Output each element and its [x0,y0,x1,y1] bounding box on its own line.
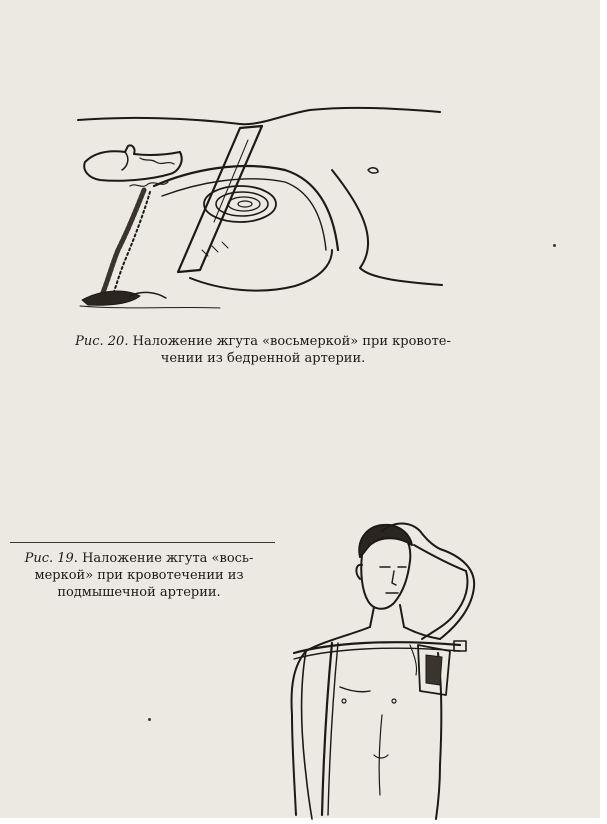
figure-19-illustration [270,515,480,820]
page-margin-right [600,0,607,824]
figure-20-caption-line1: Наложение жгута «восьмеркой» при кровоте- [132,334,451,349]
caption-divider [10,542,275,543]
figure-19-caption [0,550,284,601]
figure-20-caption [48,333,478,367]
figure-19-caption-line3: подмышечной артерии. [57,585,221,600]
print-speck [553,244,556,247]
figure-20-illustration [70,100,450,320]
figure-19-caption-line2: мepкой» при кровотечении из [34,568,244,583]
print-speck [148,718,151,721]
figure-20-label: Рис. 20. [75,334,129,349]
figure-19-label: Рис. 19. [24,551,78,566]
figure-19-caption-line1: Наложение жгута «вось- [82,551,254,566]
figure-20-caption-line2: чении из бедренной артерии. [160,351,366,366]
